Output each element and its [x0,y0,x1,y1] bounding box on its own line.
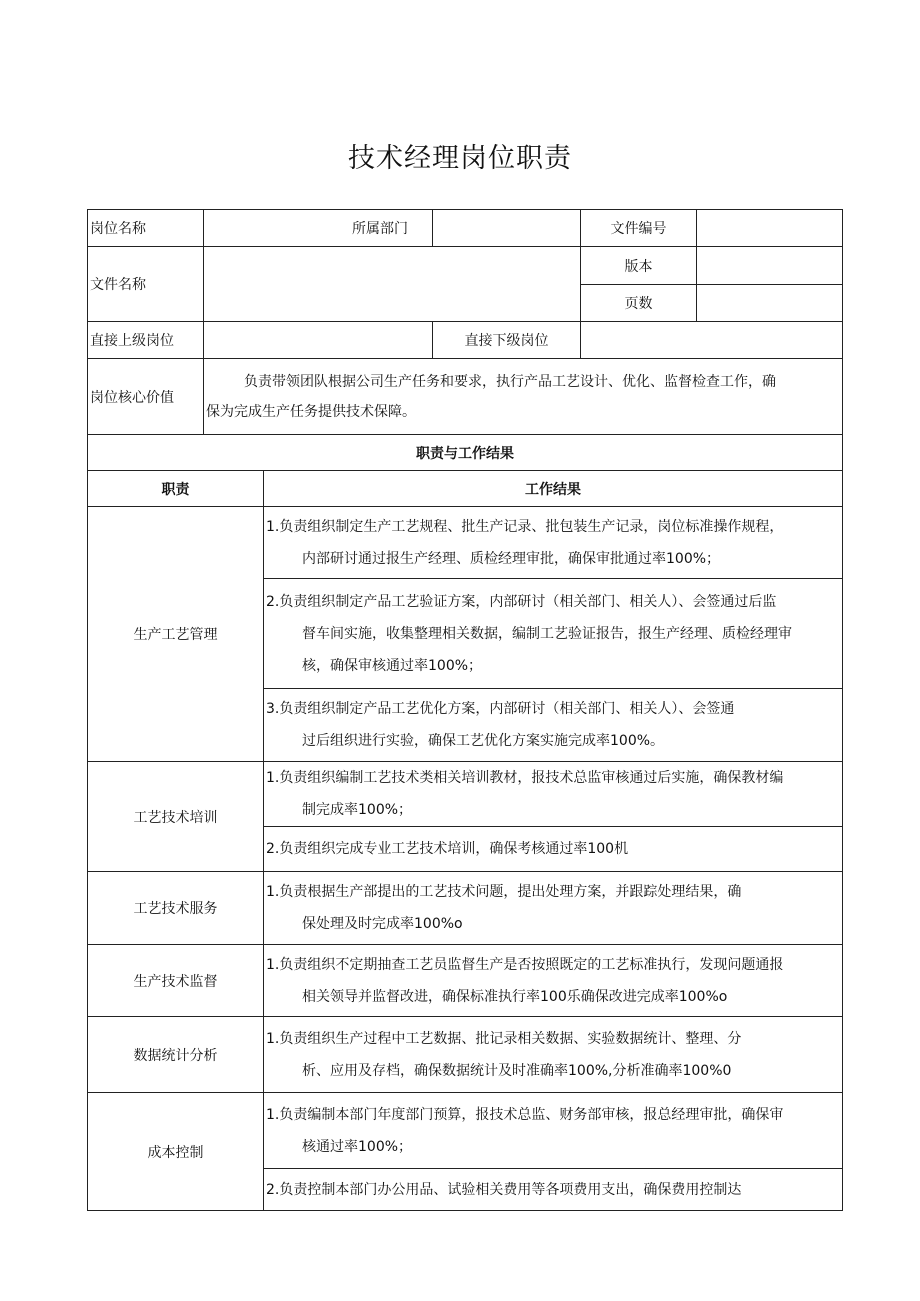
duty-column-header: 职责 [88,471,264,507]
core-value-line: 负责带领团队根据公司生产任务和要求，执行产品工艺设计、优化、监督检查工作，确 [244,373,776,390]
table-row [88,1093,843,1169]
result-cell [264,872,843,945]
table-row [88,435,843,471]
result-line: 3.负责组织制定产品工艺优化方案，内部研讨（相关部门、相关人）、会签通 [266,701,735,717]
table-row [88,359,843,435]
result-line: 1.负责根据生产部提出的工艺技术问题，提出处理方案，并跟踪处理结果，确 [266,884,742,900]
duty-name: 工艺技术服务 [88,872,264,945]
result-cell [264,945,843,1017]
table-row [88,507,843,579]
version-label: 版本 [581,247,697,285]
result-line: 督车间实施，收集整理相关数据，编制工艺验证报告，报生产经理、质检经理审 [302,625,792,642]
duty-name: 数据统计分析 [88,1017,264,1093]
table-row [88,1017,843,1093]
post-name-label: 岗位名称 [88,210,204,247]
result-line: 2.负责控制本部门办公用品、试验相关费用等各项费用支出，确保费用控制达 [266,1181,742,1198]
result-cell [264,762,843,827]
superior-label: 直接上级岗位 [88,322,204,359]
job-responsibility-table [87,209,843,1211]
page-title: 技术经理岗位职责 [348,143,572,174]
result-line: 核，确保审核通过率100%； [302,657,483,674]
result-line: 析、应用及存档，确保数据统计及时准确率100%,分析准确率100%0 [302,1062,732,1079]
version-value [697,247,843,285]
dept-label: 所属部门 [204,210,433,247]
doc-name-value [204,247,581,322]
subordinate-label: 直接下级岗位 [433,322,581,359]
result-line: 1.负责组织编制工艺技术类相关培训教材，报技术总监审核通过后实施，确保教材编 [266,770,784,786]
result-line: 内部研讨通过报生产经理、质检经理审批，确保审批通过率100%； [302,550,721,567]
table-row [88,471,843,507]
table-row [88,762,843,827]
duty-name: 生产工艺管理 [88,507,264,762]
core-value-line: 保为完成生产任务提供技术保障。 [206,403,416,420]
table-row [88,210,843,247]
doc-no-value [697,210,843,247]
duty-name: 成本控制 [88,1093,264,1211]
result-cell [264,1093,843,1169]
table-row [88,247,843,285]
result-line: 1.负责编制本部门年度部门预算，报技术总监、财务部审核，报总经理审批，确保审 [266,1106,784,1123]
result-cell [264,689,843,762]
pages-value [697,285,843,322]
result-line: 1.负责组织不定期抽查工艺员监督生产是否按照既定的工艺标准执行，发现问题通报 [266,956,784,973]
result-column-header: 工作结果 [264,471,843,507]
doc-no-label: 文件编号 [581,210,697,247]
result-cell [264,1169,843,1211]
result-line: 相关领导并监督改进，确保标准执行率100乐确保改进完成率100%o [302,988,728,1005]
table-row [88,872,843,945]
section-title: 职责与工作结果 [88,435,843,471]
doc-name-label: 文件名称 [88,247,204,322]
table-row [88,322,843,359]
core-value-label: 岗位核心价值 [88,359,204,435]
duty-name: 工艺技术培训 [88,762,264,872]
duty-body [88,507,843,1211]
result-cell [264,507,843,579]
result-line: 核通过率100%； [302,1138,413,1155]
result-line: 1.负责组织制定生产工艺规程、批生产记录、批包装生产记录，岗位标准操作规程， [266,518,784,535]
result-line: 过后组织进行实验，确保工艺优化方案实施完成率100%。 [302,733,665,749]
pages-label: 页数 [581,285,697,322]
subordinate-value [581,322,843,359]
duty-name: 生产技术监督 [88,945,264,1017]
result-cell [264,579,843,689]
result-cell [264,827,843,872]
superior-value [204,322,433,359]
result-line: 1.负责组织生产过程中工艺数据、批记录相关数据、实验数据统计、整理、分 [266,1030,742,1047]
result-line: 2.负责组织完成专业工艺技术培训，确保考核通过率100机 [266,841,629,857]
dept-value [433,210,581,247]
result-cell [264,1017,843,1093]
result-line: 2.负责组织制定产品工艺验证方案，内部研讨（相关部门、相关人）、会签通过后监 [266,593,777,610]
result-line: 保处理及时完成率100%o [302,916,463,932]
result-line: 制完成率100%； [302,802,413,818]
table-row [88,945,843,1017]
core-value-text [204,359,843,435]
